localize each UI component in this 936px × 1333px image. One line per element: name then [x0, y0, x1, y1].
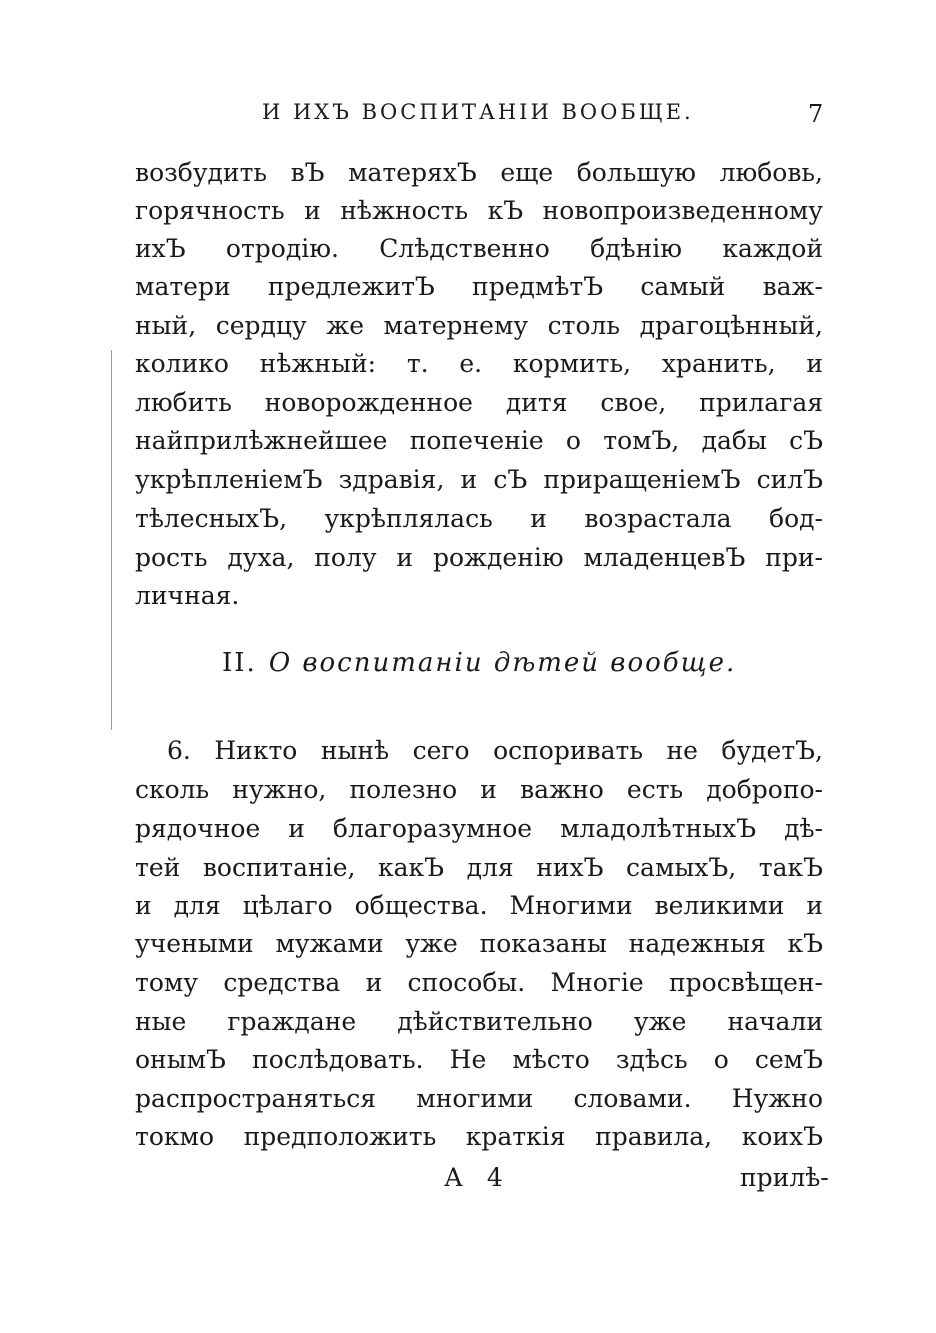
text-line: тому средства и способы. Многіе просвѣщен-: [135, 968, 823, 997]
text-line: возбудить вЪ матеряхЪ еще большую любовь,: [135, 158, 823, 187]
text-line: рость духа, полу и рожденію младенцевЪ при-: [135, 543, 823, 572]
section-number: II.: [222, 648, 257, 678]
text-line: ихЪ отродію. Слѣдственно бдѣнію каждой: [135, 234, 823, 263]
text-line: личная.: [135, 581, 240, 610]
text-line: ные граждане дѣйствительно уже начали: [135, 1007, 823, 1036]
text-line: распространяться многими словами. Нужно: [135, 1084, 823, 1113]
page-number: 7: [808, 100, 824, 128]
text-line: онымЪ послѣдовать. Не мѣсто здѣсь о семЪ: [135, 1045, 823, 1074]
running-title: И ИХЪ ВОСПИТАНІИ ВООБЩЕ.: [262, 100, 694, 124]
text-line: и для цѣлаго общества. Многими великими и: [135, 891, 823, 920]
text-line: токмо предположить краткія правила, коихЪ: [135, 1122, 823, 1151]
text-line: рядочное и благоразумное младолѣтныхЪ дѣ-: [135, 814, 823, 843]
text-line: 6. Никто нынѣ сего оспоривать не будетЪ,: [167, 736, 823, 765]
signature-mark: А 4: [444, 1163, 511, 1192]
section-heading: [222, 648, 736, 678]
text-line: укрѣпленіемЪ здравія, и сЪ приращеніемЪ силЪ: [135, 465, 823, 494]
margin-rule: [111, 350, 112, 730]
text-line: тѣлесныхЪ, укрѣплялась и возрастала бод-: [135, 504, 823, 533]
text-line: тей воспитаніе, какЪ для нихЪ самыхЪ, такЪ: [135, 853, 823, 882]
text-line: горячность и нѣжность кЪ новопроизведенному: [135, 196, 823, 225]
text-line: найприлѣжнейшее попеченіе о томЪ, дабы сЪ: [135, 426, 823, 455]
text-line: любить новорожденное дитя свое, прилагая: [135, 388, 823, 417]
text-line: учеными мужами уже показаны надежныя кЪ: [135, 929, 823, 958]
catchword: прилѣ-: [740, 1163, 829, 1192]
section-title: О воспитаніи дѣтей вообще.: [268, 648, 737, 678]
text-line: ный, сердцу же матернему столь драгоцѣнный,: [135, 311, 823, 340]
text-line: матери предлежитЪ предмѣтЪ самый важ-: [135, 272, 823, 301]
text-line: сколь нужно, полезно и важно есть добропо-: [135, 775, 823, 804]
text-line: колико нѣжный: т. е. кормить, хранить, и: [135, 349, 823, 378]
